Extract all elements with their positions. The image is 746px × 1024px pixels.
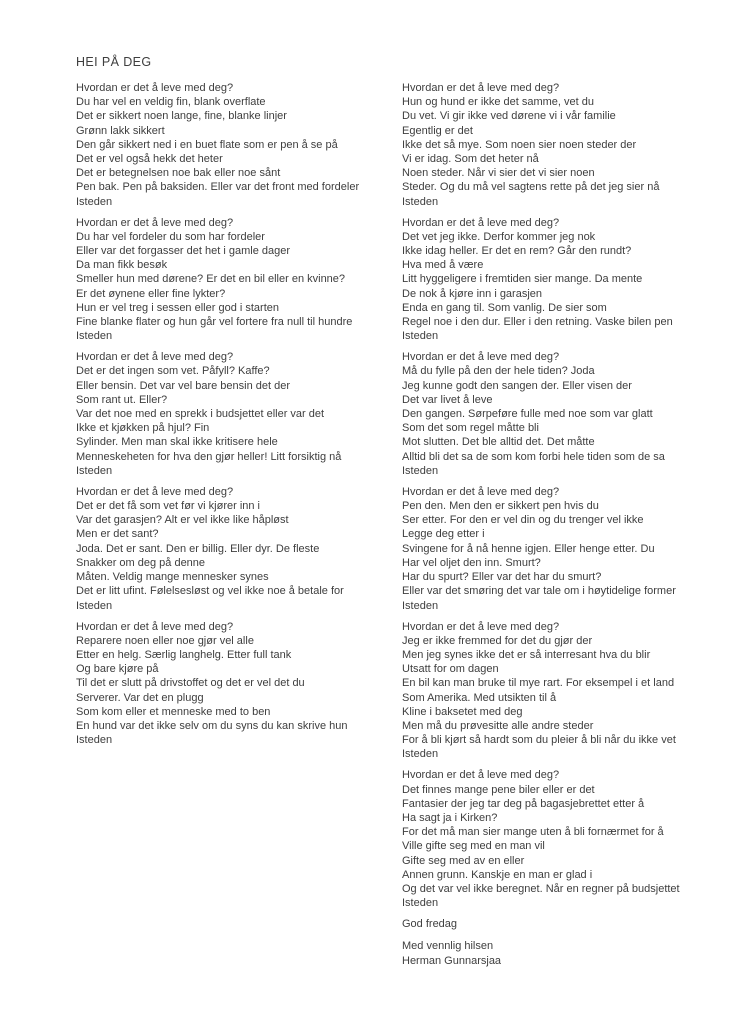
text-line: Isteden <box>402 330 439 343</box>
text-line: Ikke det så mye. Som noen sier noen steder der <box>402 138 637 151</box>
text-line: Egentlig er det <box>402 124 473 137</box>
stanza <box>402 768 744 910</box>
text-line: God fredag <box>402 918 458 931</box>
text-line: Ser etter. For den er vel din og du trenger vel ikke <box>402 514 644 527</box>
text-line: Kline i baksetet med deg <box>402 705 523 718</box>
text-line: Og bare kjøre på <box>76 663 159 676</box>
text-line: Det er vel også hekk det heter <box>76 153 223 166</box>
text-line: Som Amerika. Med utsikten til å <box>402 691 557 704</box>
text-line: Det er det få som vet før vi kjører inn i <box>76 500 260 513</box>
text-line: Du vet. Vi gir ikke ved dørene vi i vår familie <box>402 110 616 123</box>
text-line: Du har vel fordeler du som har fordeler <box>76 230 265 243</box>
text-line: Det vet jeg ikke. Derfor kommer jeg nok <box>402 230 596 243</box>
text-line: Du har vel en veldig fin, blank overflate <box>76 96 266 109</box>
text-line: Hun er vel treg i sessen eller god i starten <box>76 301 279 314</box>
text-line: Var det noe med en sprekk i budsjettet eller var det <box>76 408 325 421</box>
text-line: Enda en gang til. Som vanlig. De sier som <box>402 301 607 314</box>
text-line: De nok å kjøre inn i garasjen <box>402 287 543 300</box>
text-line: Annen grunn. Kanskje en man er glad i <box>402 868 593 881</box>
text-line: For å bli kjørt så hardt som du pleier å bli når du ikke vet <box>402 734 676 747</box>
text-line: Isteden <box>76 195 113 208</box>
text-line: Det er sikkert noen lange, fine, blanke linjer <box>76 110 287 123</box>
text-line: Den går sikkert ned i en buet flate som er pen å se på <box>76 138 338 151</box>
text-line: Noen steder. Når vi sier det vi sier noen <box>402 167 595 180</box>
text-line: Sylinder. Men man skal ikke kritisere hele <box>76 436 278 449</box>
text-line: Men må du prøvesitte alle andre steder <box>402 719 594 732</box>
stanza <box>76 81 398 209</box>
stanza <box>76 350 398 478</box>
text-line: Jeg kunne godt den sangen der. Eller visen der <box>402 379 632 392</box>
text-line: Isteden <box>76 734 113 747</box>
text-line: Alltid bli det sa de som kom forbi hele tiden som de sa <box>402 450 665 463</box>
text-line: Legge deg etter i <box>402 528 485 541</box>
text-line: Hvordan er det å leve med deg? <box>402 769 560 782</box>
stanza <box>402 216 744 344</box>
text-line: Hvordan er det å leve med deg? <box>402 216 560 229</box>
stanza <box>76 620 398 748</box>
stanza <box>402 485 744 613</box>
text-line: Isteden <box>402 195 439 208</box>
text-line: Var det garasjen? Alt er vel ikke like håpløst <box>76 514 289 527</box>
text-line: Eller bensin. Det var vel bare bensin det der <box>76 379 291 392</box>
text-line: Men er det sant? <box>76 528 159 541</box>
text-line: Mot slutten. Det ble alltid det. Det måtte <box>402 436 595 449</box>
text-line: Hun og hund er ikke det samme, vet du <box>402 96 594 109</box>
text-line: Isteden <box>76 464 113 477</box>
page-title: HEI PÅ DEG <box>76 55 152 69</box>
text-line: Isteden <box>402 464 439 477</box>
text-line: Den gangen. Sørpeføre fulle med noe som var glatt <box>402 408 653 421</box>
text-line: Fine blanke flater og hun går vel fortere fra null til hundre <box>76 316 353 329</box>
text-line: Måten. Veldig mange mennesker synes <box>76 571 269 584</box>
text-line: Hvordan er det å leve med deg? <box>76 351 234 364</box>
text-line: Med vennlig hilsen <box>402 940 494 953</box>
stanza <box>76 485 398 613</box>
text-line: Ha sagt ja i Kirken? <box>402 811 498 824</box>
text-line: Det var livet å leve <box>402 393 493 406</box>
text-line: Fantasier der jeg tar deg på bagasjebrettet etter å <box>402 797 645 810</box>
text-line: Litt hyggeligere i fremtiden sier mange. Da mente <box>402 273 643 286</box>
text-line: Har du spurt? Eller var det har du smurt? <box>402 571 602 584</box>
text-line: Herman Gunnarsjaa <box>402 954 502 967</box>
text-line: Smeller hun med dørene? Er det en bil eller en kvinne? <box>76 273 346 286</box>
text-line: Isteden <box>402 599 439 612</box>
text-line: Som det som regel måtte bli <box>402 422 539 435</box>
text-line: Er det øynene eller fine lykter? <box>76 287 226 300</box>
closing <box>402 917 744 931</box>
text-line: Reparere noen eller noe gjør vel alle <box>76 634 254 647</box>
text-line: Må du fylle på den der hele tiden? Joda <box>402 365 595 378</box>
text-line: Som kom eller et menneske med to ben <box>76 705 271 718</box>
text-line: Hvordan er det å leve med deg? <box>76 216 234 229</box>
text-line: Hva med å være <box>402 259 484 272</box>
text-line: Men jeg synes ikke det er så interresant hva du blir <box>402 648 651 661</box>
stanza <box>402 81 744 209</box>
text-line: Svingene for å nå henne igjen. Eller henge etter. Du <box>402 542 655 555</box>
text-line: Det er betegnelsen noe bak eller noe sånt <box>76 167 281 180</box>
text-line: Ikke et kjøkken på hjul? Fin <box>76 422 210 435</box>
text-line: Regel noe i den dur. Eller i den retning. Vaske bilen pen <box>402 316 673 329</box>
text-line: Og det var vel ikke beregnet. Når en regner på budsjettet <box>402 882 680 895</box>
text-line: Har vel oljet den inn. Smurt? <box>402 556 541 569</box>
text-line: Det er det ingen som vet. Påfyll? Kaffe? <box>76 365 270 378</box>
text-line: En hund var det ikke selv om du syns du kan skrive hun <box>76 719 348 732</box>
text-column-left <box>76 81 398 754</box>
text-line: Hvordan er det å leve med deg? <box>402 485 560 498</box>
text-line: Menneskeheten for hva den gjør heller! Litt forsiktig nå <box>76 450 342 463</box>
text-line: Hvordan er det å leve med deg? <box>76 620 234 633</box>
signature <box>402 939 744 967</box>
text-line: Serverer. Var det en plugg <box>76 691 204 704</box>
text-column-right <box>402 81 744 975</box>
text-line: Hvordan er det å leve med deg? <box>76 485 234 498</box>
text-line: Isteden <box>402 897 439 910</box>
text-line: Ikke idag heller. Er det en rem? Går den rundt? <box>402 245 632 258</box>
text-line: Isteden <box>402 748 439 761</box>
text-line: Pen den. Men den er sikkert pen hvis du <box>402 500 599 513</box>
stanza <box>402 350 744 478</box>
text-line: Vi er idag. Som det heter nå <box>402 153 539 166</box>
text-line: Joda. Det er sant. Den er billig. Eller dyr. De fleste <box>76 542 320 555</box>
text-line: Isteden <box>76 330 113 343</box>
text-line: Eller var det smøring det var tale om i høytidelige former <box>402 585 676 598</box>
text-line: Utsatt for om dagen <box>402 663 499 676</box>
stanza <box>402 620 744 762</box>
text-line: Steder. Og du må vel sagtens rette på det jeg sier nå <box>402 181 660 194</box>
text-line: Isteden <box>76 599 113 612</box>
text-line: Gifte seg med av en eller <box>402 854 525 867</box>
text-line: Da man fikk besøk <box>76 259 168 272</box>
text-line: Det finnes mange pene biler eller er det <box>402 783 595 796</box>
text-line: Grønn lakk sikkert <box>76 124 165 137</box>
text-line: Hvordan er det å leve med deg? <box>402 620 560 633</box>
text-line: Eller var det forgasser det het i gamle dager <box>76 245 291 258</box>
text-line: Hvordan er det å leve med deg? <box>402 82 560 94</box>
text-line: Det er litt ufint. Følelsesløst og vel ikke noe å betale for <box>76 585 344 598</box>
stanza <box>76 216 398 344</box>
text-line: Jeg er ikke fremmed for det du gjør der <box>402 634 593 647</box>
text-line: Etter en helg. Særlig langhelg. Etter full tank <box>76 648 292 661</box>
text-line: Som rant ut. Eller? <box>76 393 168 406</box>
text-line: Hvordan er det å leve med deg? <box>76 82 234 94</box>
text-line: Til det er slutt på drivstoffet og det er vel det du <box>76 677 305 690</box>
text-line: Ville gifte seg med en man vil <box>402 840 545 853</box>
text-line: Hvordan er det å leve med deg? <box>402 351 560 364</box>
text-line: En bil kan man bruke til mye rart. For eksempel i et land <box>402 677 675 690</box>
text-line: Snakker om deg på denne <box>76 556 206 569</box>
text-line: For det må man sier mange uten å bli fornærmet for å <box>402 826 664 839</box>
text-line: Pen bak. Pen på baksiden. Eller var det front med fordeler <box>76 181 360 194</box>
